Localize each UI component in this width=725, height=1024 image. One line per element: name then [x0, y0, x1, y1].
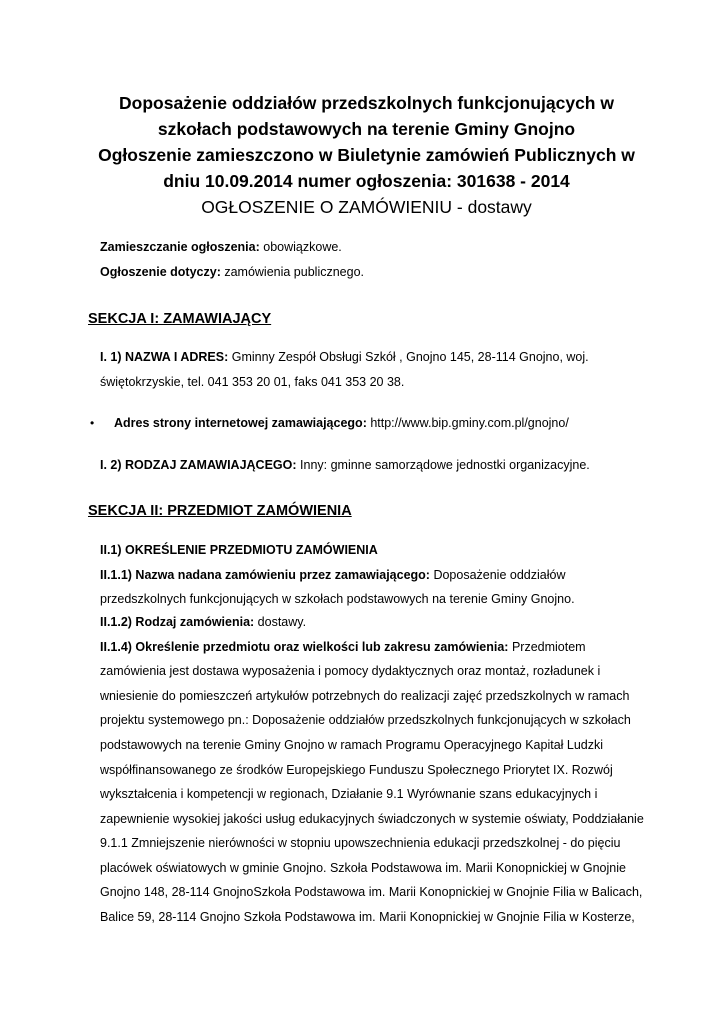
scope-line: Balice 59, 28-114 Gnojno Szkoła Podstawowa im. Marii Konopnickiej w Gnojnie Filia w Kosterze, — [100, 910, 635, 924]
order-name-value: Doposażenie oddziałów — [429, 568, 566, 582]
orderer-type-value: Inny: gminne samorządowe jednostki organizacyjne. — [296, 458, 590, 472]
title-line-1: Doposażenie oddziałów przedszkolnych funkcjonujących w — [119, 93, 614, 113]
section-1-heading: SEKCJA I: ZAMAWIAJĄCY — [88, 311, 272, 327]
order-kind-value: dostawy. — [254, 615, 307, 629]
placing-label: Zamieszczanie ogłoszenia: — [100, 240, 260, 254]
scope-line: wykształcenia i kompetencji w regionach, Działanie 9.1 Wyrównanie szans edukacyjnych i — [100, 787, 598, 801]
scope-line: placówek oświatowych w gminie Gnojno. Szkoła Podstawowa im. Marii Konopnickiej w Gnojnie — [100, 861, 626, 875]
website-link[interactable]: http://www.bip.gminy.com.pl/gnojno/ — [366, 416, 569, 430]
order-name-row — [100, 567, 565, 583]
scope-line: zapewnienie wysokiej jakości usług edukacyjnych świadczonych w systemie oświaty, Poddziałanie — [100, 812, 644, 826]
scope-line: 9.1.1 Zmniejszenie nierówności w stopniu upowszechnienia edukacji przedszkolnej - do pięciu — [100, 836, 621, 850]
orderer-type-row — [100, 457, 590, 473]
concerns-label: Ogłoszenie dotyczy: — [100, 265, 221, 279]
orderer-name-continued: świętokrzyskie, tel. 041 353 20 01, faks 041 353 20 38. — [100, 375, 405, 389]
concerns-row — [100, 264, 364, 280]
title-line-5: OGŁOSZENIE O ZAMÓWIENIU - dostawy — [201, 197, 532, 217]
orderer-name-label: I. 1) NAZWA I ADRES: — [100, 350, 229, 364]
section-2-heading: SEKCJA II: PRZEDMIOT ZAMÓWIENIA — [88, 503, 352, 519]
scope-line: wniesienie do pomieszczeń artykułów potrzebnych do realizacji zajęć przedszkolnych w ramach — [100, 689, 630, 703]
scope-line: podstawowych na terenie Gminy Gnojno w ramach Programu Operacyjnego Kapitał Ludzki — [100, 738, 604, 752]
order-kind-label: II.1.2) Rodzaj zamówienia: — [100, 615, 255, 629]
order-scope-row — [100, 639, 586, 655]
concerns-value: zamówienia publicznego. — [220, 265, 364, 279]
scope-line: Gnojno 148, 28-114 GnojnoSzkoła Podstawowa im. Marii Konopnickiej w Gnojnie Filia w Balicach, — [100, 885, 643, 899]
subject-subheading: II.1) OKREŚLENIE PRZEDMIOTU ZAMÓWIENIA — [100, 543, 378, 557]
title-line-3: Ogłoszenie zamieszczono w Biuletynie zamówień Publicznych w — [98, 145, 635, 165]
order-scope-value: Przedmiotem — [508, 640, 586, 654]
order-name-continued: przedszkolnych funkcjonujących w szkołach podstawowych na terenie Gminy Gnojno. — [100, 592, 575, 606]
order-name-label: II.1.1) Nazwa nadana zamówieniu przez zamawiającego: — [100, 568, 430, 582]
order-kind-row — [100, 614, 306, 630]
website-row — [114, 415, 569, 431]
document-title — [80, 90, 653, 220]
scope-line: zamówienia jest dostawa wyposażenia i pomocy dydaktycznych oraz montaż, rozładunek i — [100, 664, 601, 678]
scope-line: projektu systemowego pn.: Doposażenie oddziałów przedszkolnych funkcjonujących w szkołach — [100, 713, 631, 727]
placing-value: obowiązkowe. — [259, 240, 342, 254]
title-line-2: szkołach podstawowych na terenie Gminy Gnojno — [157, 119, 576, 139]
website-label: Adres strony internetowej zamawiającego: — [114, 416, 367, 430]
scope-line: współfinansowanego ze środków Europejskiego Funduszu Społecznego Priorytet IX. Rozwój — [100, 763, 613, 777]
placing-row — [100, 239, 342, 255]
bullet-icon: • — [90, 416, 95, 430]
order-scope-label: II.1.4) Określenie przedmiotu oraz wielkości lub zakresu zamówienia: — [100, 640, 509, 654]
orderer-name-row — [100, 349, 589, 365]
orderer-name-value: Gminny Zespół Obsługi Szkół , Gnojno 145, 28-114 Gnojno, woj. — [228, 350, 589, 364]
title-line-4: dniu 10.09.2014 numer ogłoszenia: 301638 - 2014 — [163, 171, 570, 191]
orderer-type-label: I. 2) RODZAJ ZAMAWIAJĄCEGO: — [100, 458, 297, 472]
